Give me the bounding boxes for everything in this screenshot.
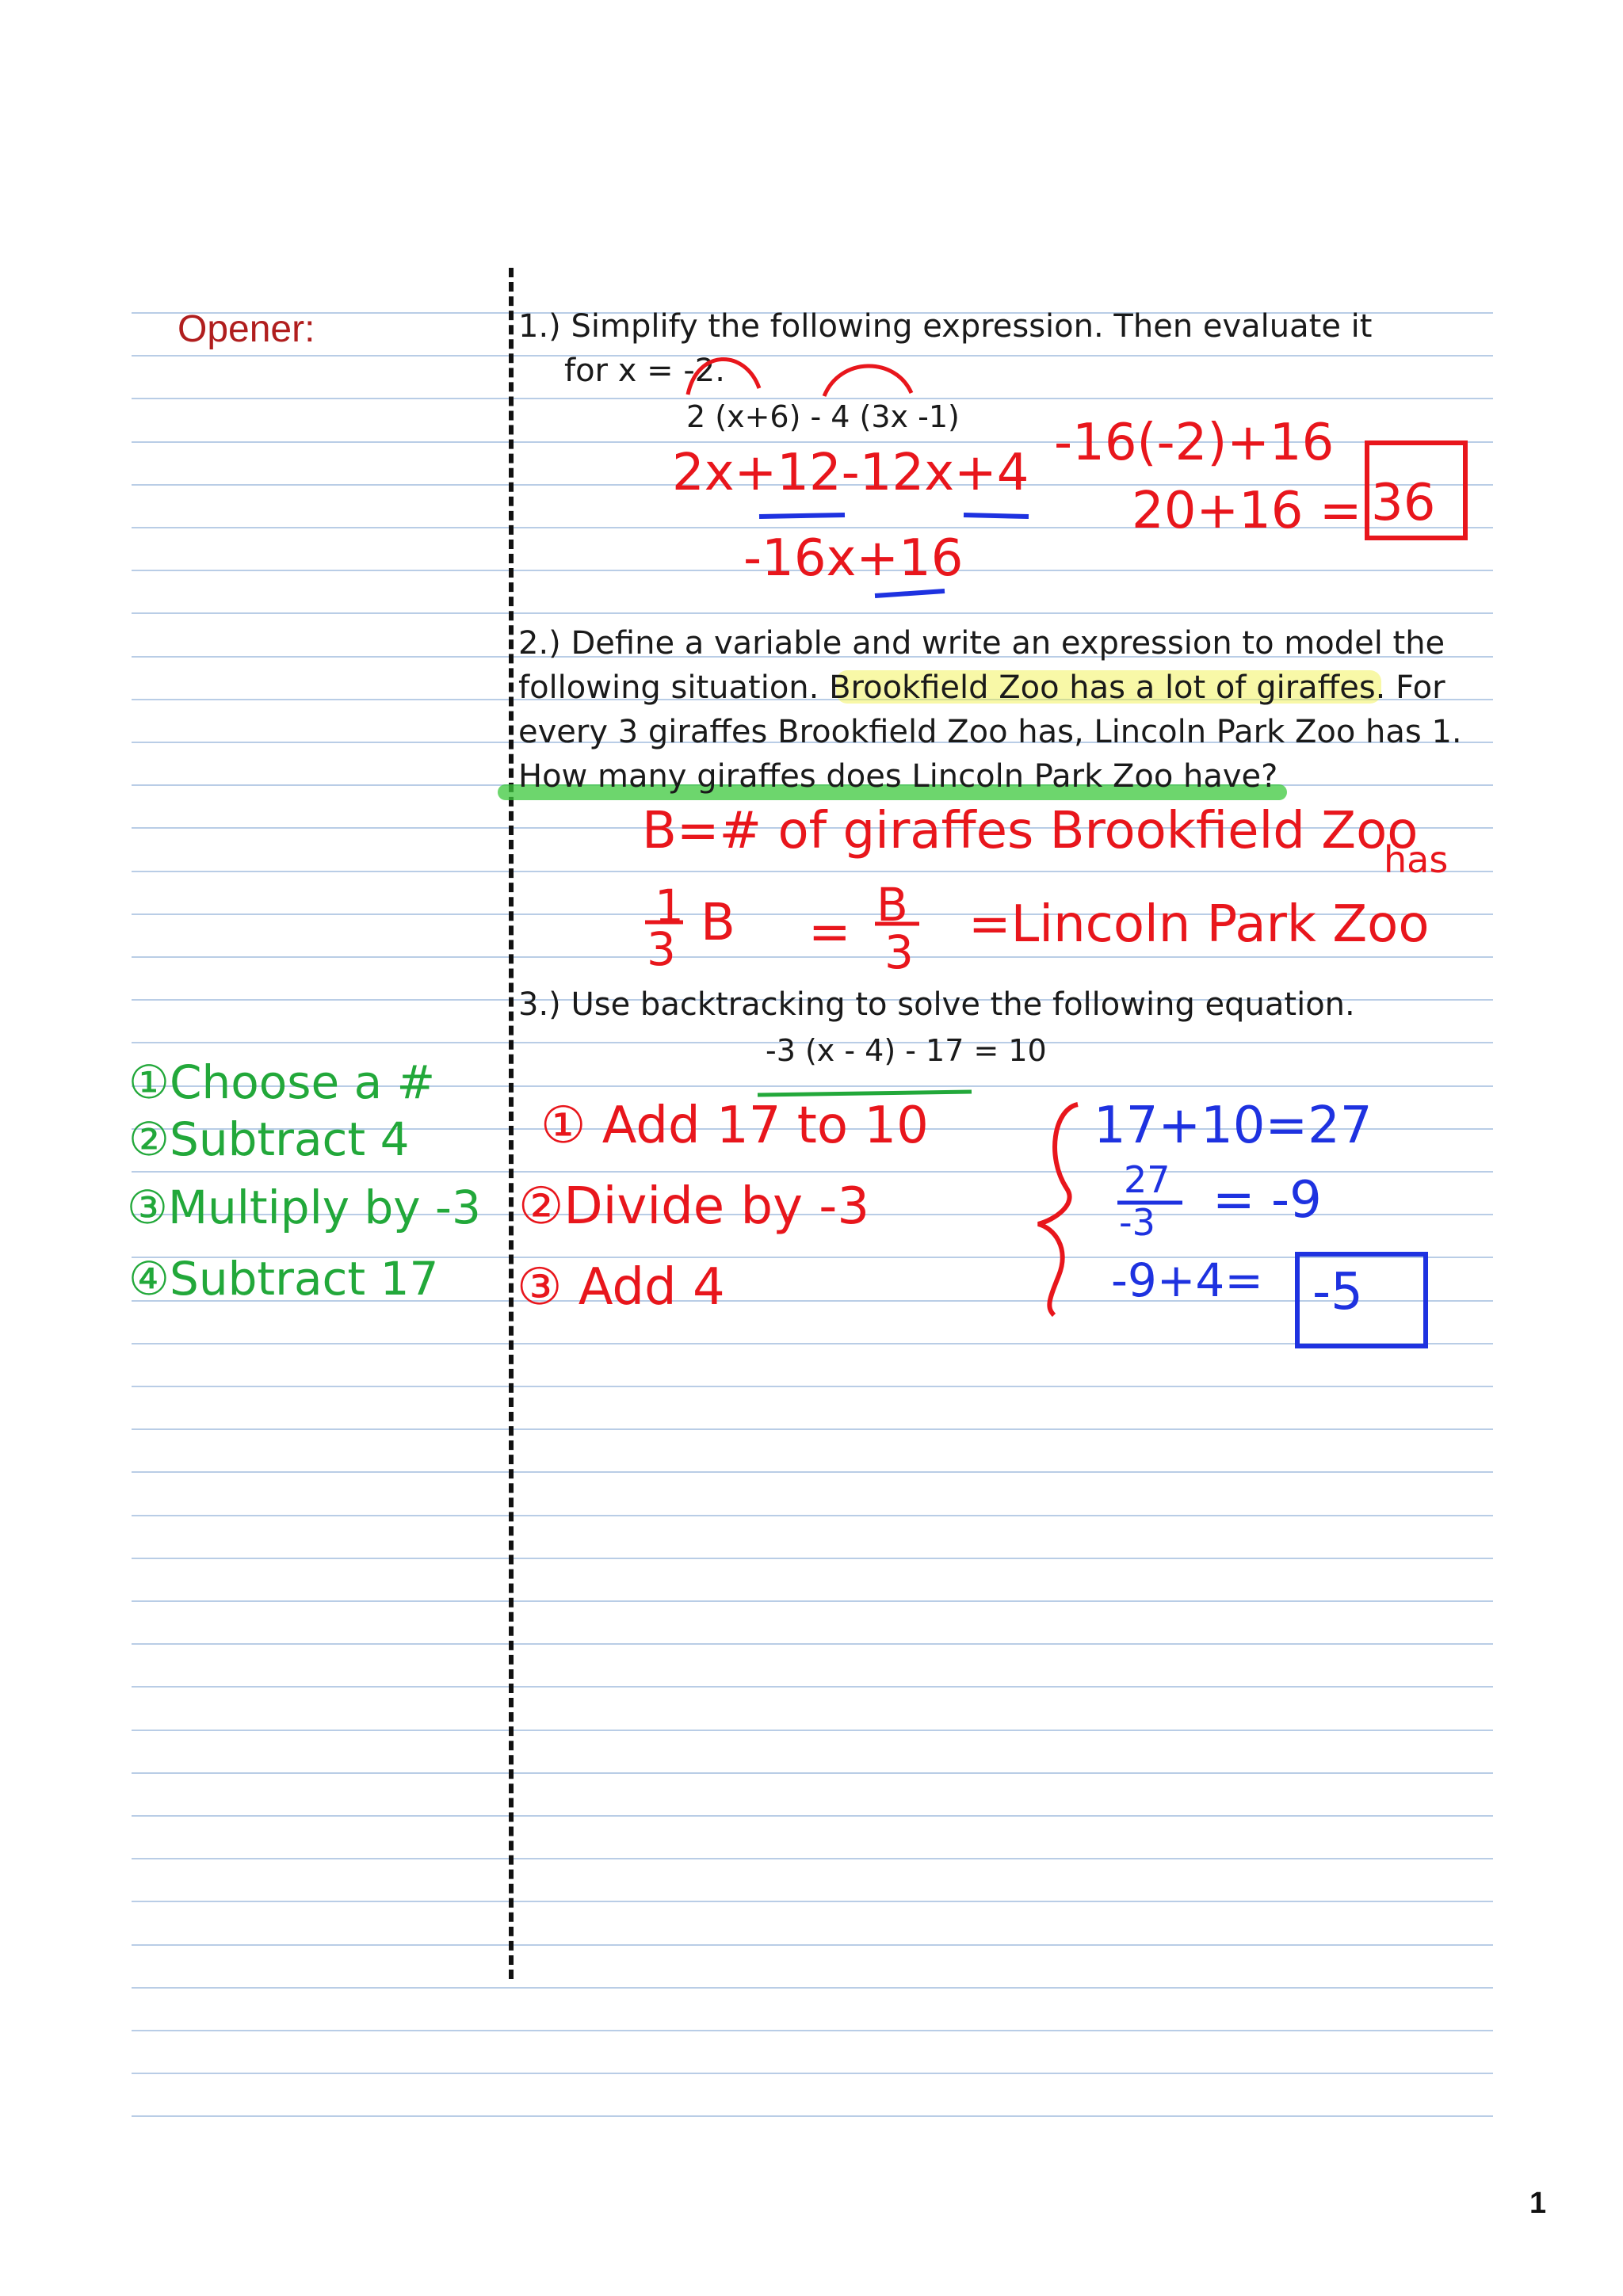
q3-calc1: 17+10=27 [1094, 1097, 1373, 1155]
q1-eval-step1: -16(-2)+16 [1054, 414, 1335, 472]
q2-prompt-line1: 2.) Define a variable and write an expression to model the [518, 625, 1445, 662]
distribution-arc [688, 359, 759, 395]
q3-calc2-rhs: = -9 [1212, 1171, 1322, 1230]
opener-label: Opener: [178, 308, 315, 350]
q2-prompt-line2: following situation. Brookfield Zoo has a lot of giraffes. For [518, 669, 1445, 706]
q3-red-step2: ②Divide by -3 [518, 1177, 870, 1236]
q3-red-step1: ① Add 17 to 10 [540, 1097, 929, 1155]
q2-result: =Lincoln Park Zoo [968, 895, 1430, 954]
q3-green-step2: ②Subtract 4 [128, 1112, 410, 1166]
page-number: 1 [1529, 2187, 1547, 2220]
q3-equation: -3 (x - 4) - 17 = 10 [766, 1033, 1047, 1068]
q2-variable-definition: B=# of giraffes Brookfield Zoo [642, 802, 1419, 860]
q3-calc2-denominator: -3 [1119, 1201, 1155, 1244]
overline-mark [758, 1092, 972, 1095]
q3-calc3: -9+4= [1111, 1253, 1263, 1307]
q1-work-step2: -16x+16 [743, 529, 964, 588]
q3-calc2-numerator: 27 [1124, 1158, 1170, 1201]
q3-green-step4: ④Subtract 17 [128, 1252, 439, 1306]
distribution-arc [824, 366, 911, 396]
underline-mark [964, 515, 1029, 517]
q3-green-step3: ③Multiply by -3 [127, 1180, 481, 1234]
q2-variable-definition-has: has [1384, 838, 1449, 881]
q2-fraction1-numerator: 1 [655, 879, 684, 933]
q3-prompt-line1: 3.) Use backtracking to solve the following equation. [518, 986, 1355, 1023]
q1-prompt-line2: for x = -2. [564, 353, 725, 389]
q1-prompt-line1: 1.) Simplify the following expression. Then evaluate it [518, 308, 1373, 345]
underline-mark [759, 515, 845, 517]
q1-expression: 2 (x+6) - 4 (3x -1) [686, 399, 960, 434]
q1-work-step1: 2x+12-12x+4 [672, 444, 1029, 502]
q2-fraction1-denominator: 3 [647, 922, 676, 976]
q1-answer: 36 [1371, 474, 1436, 532]
q3-answer: -5 [1312, 1263, 1363, 1322]
q2-prompt-line4: How many giraffes does Lincoln Park Zoo have? [518, 758, 1278, 795]
underline-mark [875, 591, 945, 596]
q2-fraction1-variable: B [701, 894, 735, 952]
q3-red-step3: ③ Add 4 [517, 1258, 725, 1317]
q3-green-step1: ①Choose a # [128, 1055, 436, 1109]
q2-prompt-line3: every 3 giraffes Brookfield Zoo has, Lincoln Park Zoo has 1. [518, 714, 1462, 750]
q1-eval-step2: 20+16 = [1132, 482, 1362, 540]
q2-fraction2-numerator: B [876, 878, 908, 932]
q2-equals: = [808, 903, 851, 962]
q2-fraction2-denominator: 3 [884, 925, 914, 979]
brace-mark [1038, 1104, 1078, 1315]
